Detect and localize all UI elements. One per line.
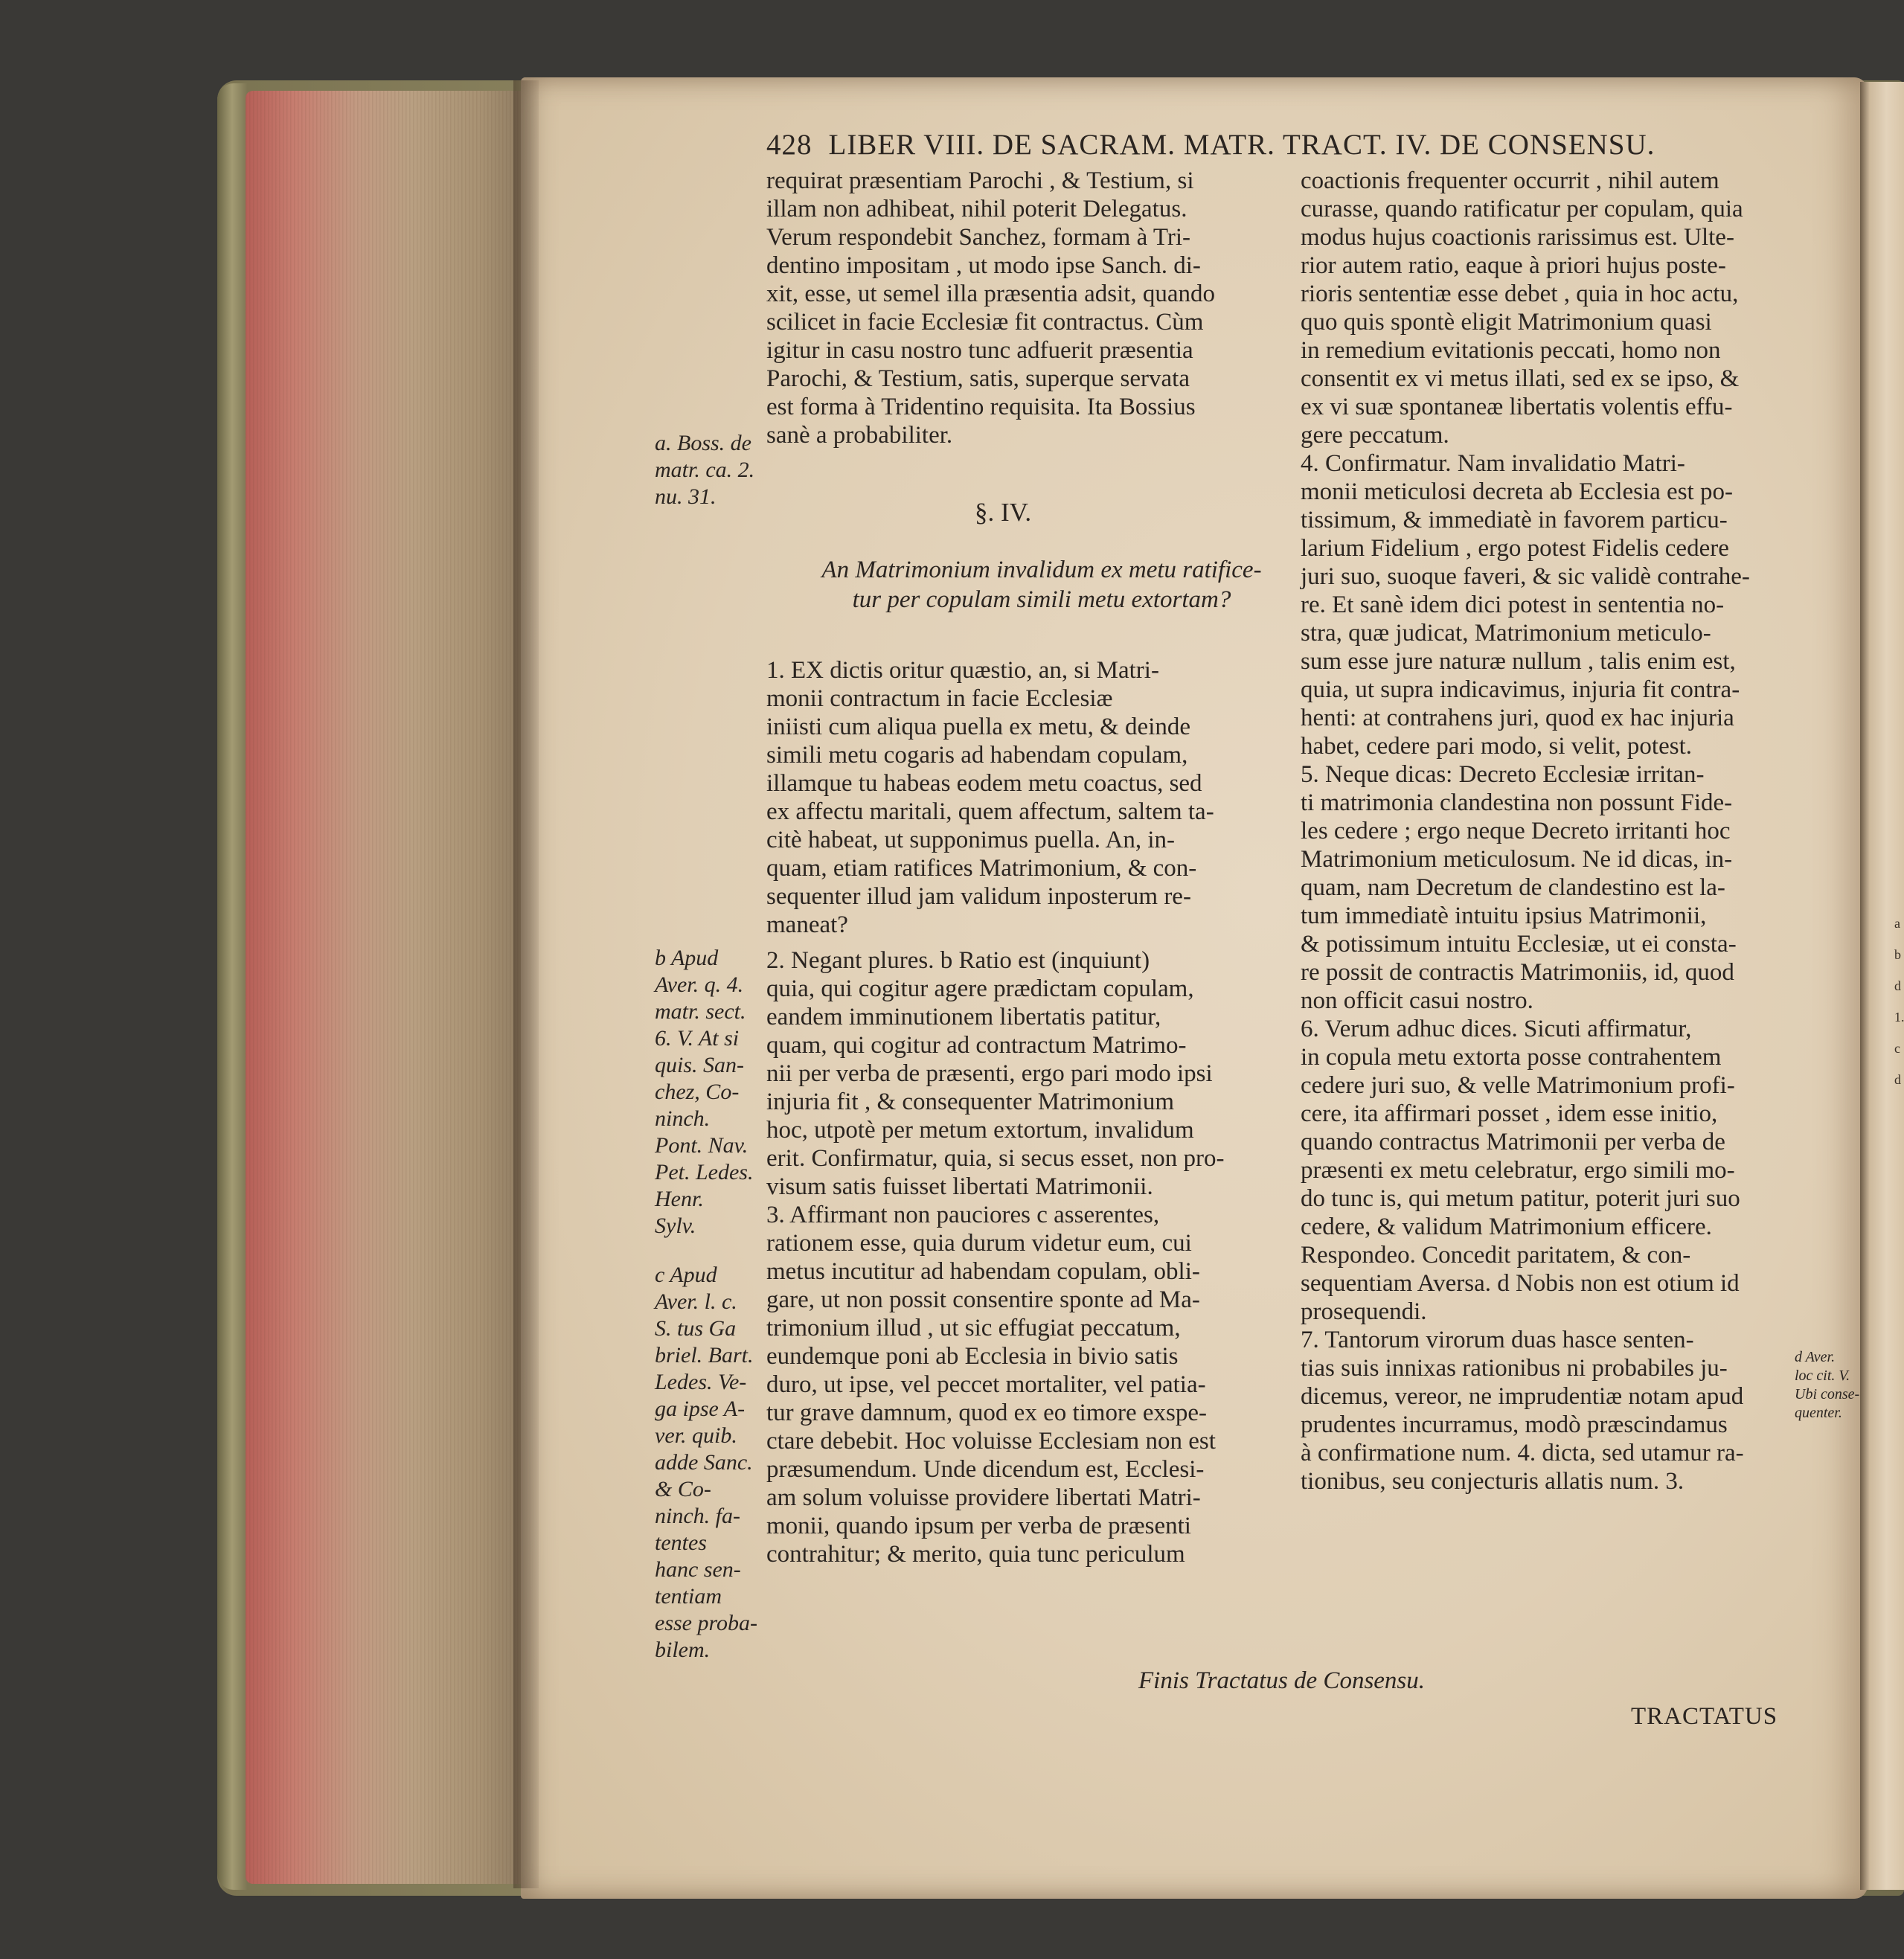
text-line: Pont. Nav. (655, 1133, 749, 1158)
text-line: 1. (1894, 1010, 1904, 1025)
text-line: simili metu cogaris ad habendam copulam, (766, 742, 1188, 769)
text-line: Ledes. Ve- (655, 1370, 747, 1394)
text-line: ti matrimonia clandestina non possunt Fide- (1301, 789, 1733, 816)
text-line: metus incutitur ad habendam copulam, obli- (766, 1258, 1200, 1285)
text-line: ex vi suæ spontaneæ libertatis volentis effu- (1301, 394, 1733, 420)
text-line: matr. sect. (655, 999, 746, 1024)
text-line: esse proba- (655, 1611, 758, 1635)
text-line: hanc sen- (655, 1557, 741, 1582)
text-line: juri suo, suoque faveri, & sic validè contrahe- (1301, 563, 1750, 590)
text-line: chez, Co- (655, 1080, 740, 1104)
text-line: c Apud (655, 1263, 717, 1287)
text-line: do tunc is, qui metum patitur, poterit juri suo (1301, 1185, 1740, 1212)
text-line: præsenti ex metu celebratur, ergo simili mo- (1301, 1157, 1735, 1184)
text-line: sum esse jure naturæ nullum , talis enim est, (1301, 648, 1736, 675)
text-line: gere peccatum. (1301, 422, 1449, 449)
text-line: Aver. q. 4. (655, 972, 744, 997)
text-line: quam, nam Decretum de clandestino est la- (1301, 874, 1725, 901)
text-line: in copula metu extorta posse contrahentem (1301, 1044, 1722, 1071)
text-line: quo quis spontè eligit Matrimonium quasi (1301, 309, 1712, 336)
text-line: quia, ut supra indicavimus, injuria fit contra- (1301, 676, 1740, 703)
text-line: consentit ex vi metus illati, sed ex se ipso, & (1301, 365, 1740, 392)
section-heading: §. IV. (975, 498, 1032, 527)
next-page-edge-letters (1894, 908, 1904, 1095)
text-line: scilicet in facie Ecclesiæ fit contractus. Cùm (766, 309, 1204, 336)
text-line: tum immediatè intuitu ipsius Matrimonii, (1301, 902, 1707, 929)
text-line: à confirmatione num. 4. dicta, sed utamur ra- (1301, 1440, 1744, 1466)
text-line: citè habeat, ut supponimus puella. An, in- (766, 827, 1175, 853)
page-block-edges (246, 91, 522, 1884)
text-line: illam non adhibeat, nihil poterit Delegatus. (766, 196, 1187, 222)
text-line: b Apud (655, 946, 719, 970)
text-line: est forma à Tridentino requisita. Ita Bossius (766, 394, 1196, 420)
text-line: visum satis fuisset libertati Matrimonii. (766, 1173, 1153, 1200)
text-line: tionibus, seu conjecturis allatis num. 3. (1301, 1468, 1685, 1495)
text-line: in remedium evitationis peccati, homo non (1301, 337, 1721, 364)
text-line: Henr. (655, 1187, 704, 1211)
text-line: monii, quando ipsum per verba de præsenti (766, 1513, 1191, 1539)
text-line: quia, qui cogitur agere prædictam copulam, (766, 975, 1194, 1002)
finis-line: Finis Tractatus de Consensu. (1138, 1667, 1426, 1694)
text-line: prosequendi. (1301, 1298, 1427, 1325)
text-line: c (1894, 1041, 1900, 1056)
text-line: quenter. (1795, 1405, 1842, 1421)
text-line: dicemus, vereor, ne imprudentiæ notam apud (1301, 1383, 1744, 1410)
text-line: ver. quib. (655, 1423, 737, 1448)
text-line: 5. Neque dicas: Decreto Ecclesiæ irritan- (1301, 761, 1705, 788)
text-line: larium Fidelium , ergo potest Fidelis cedere (1301, 535, 1729, 562)
text-line: curasse, quando ratificatur per copulam, quia (1301, 196, 1743, 222)
page-gutter-shadow (513, 80, 539, 1888)
text-line: Sylv. (655, 1213, 696, 1238)
text-line: adde Sanc. (655, 1450, 753, 1475)
text-line: S. tus Ga (655, 1316, 737, 1341)
text-line: rior autem ratio, eaque à priori hujus poste- (1301, 252, 1726, 279)
text-line: re possit de contractis Matrimoniis, id, quod (1301, 959, 1734, 986)
text-line: eandem imminutionem libertatis patitur, (766, 1004, 1161, 1030)
text-line: sequentiam Aversa. d Nobis non est otium id (1301, 1270, 1740, 1297)
text-line: & potissimum intuitu Ecclesiæ, ut ei consta- (1301, 931, 1737, 958)
text-line: tur per copulam simili metu extortam? (852, 586, 1231, 613)
text-line: habet, cedere pari modo, si velit, potest. (1301, 733, 1693, 760)
text-line: trimonium illud , ut sic effugiat peccatum, (766, 1315, 1181, 1341)
text-line: ctare debebit. Hoc voluisse Ecclesiam non est (766, 1428, 1216, 1455)
catchword: TRACTATUS (1631, 1703, 1778, 1730)
text-line: contrahitur; & merito, quia tunc periculum (766, 1541, 1185, 1568)
text-line: quis. San- (655, 1053, 744, 1077)
text-line: sequenter illud jam validum inposterum re- (766, 883, 1191, 910)
text-line: non officit casui nostro. (1301, 987, 1533, 1014)
text-line: Matrimonium meticulosum. Ne id dicas, in- (1301, 846, 1733, 873)
text-line: cere, ita affirmari posset , idem esse initio, (1301, 1100, 1718, 1127)
text-line: modus hujus coactionis rarissimus est. Ulte- (1301, 224, 1734, 251)
text-line: An Matrimonium invalidum ex metu ratifice- (821, 557, 1262, 583)
text-line: sanè a probabiliter. (766, 422, 953, 449)
text-line: injuria fit , & consequenter Matrimonium (766, 1088, 1175, 1115)
text-line: eundemque poni ab Ecclesia in bivio satis (766, 1343, 1179, 1370)
text-line: hoc, utpotè per metum extortum, invalidum (766, 1117, 1194, 1144)
text-line: 3. Affirmant non pauciores c asserentes, (766, 1202, 1160, 1228)
text-line: re. Et sanè idem dici potest in sententia no- (1301, 591, 1725, 618)
text-line: requirat præsentiam Parochi , & Testium, si (766, 167, 1194, 194)
text-line: illamque tu habeas eodem metu coactus, sed (766, 770, 1202, 797)
text-line: igitur in casu nostro tunc adfuerit præsentia (766, 337, 1193, 364)
running-head (766, 131, 1655, 159)
text-line: tur grave damnum, quod ex eo timore exspe- (766, 1399, 1207, 1426)
text-line: præsumendum. Unde dicendum est, Ecclesi- (766, 1456, 1205, 1483)
page-number: 428 (766, 129, 812, 161)
text-line: iniisti cum aliqua puella ex metu, & deinde (766, 714, 1191, 740)
text-line: b (1894, 947, 1901, 962)
text-line: tentiam (655, 1584, 722, 1609)
text-line: Aver. l. c. (655, 1289, 737, 1314)
text-line: am solum voluisse providere libertati Matri- (766, 1484, 1201, 1511)
left-column-bottom (766, 946, 1224, 1568)
text-line: loc cit. V. (1795, 1368, 1850, 1384)
text-line: erit. Confirmatur, quia, si secus esset, non pro- (766, 1145, 1225, 1172)
left-column-middle (766, 656, 1214, 939)
text-line: cedere juri suo, & velle Matrimonium profi- (1301, 1072, 1735, 1099)
margin-note-c (655, 1262, 757, 1664)
text-line: stra, quæ judicat, Matrimonium meticulo- (1301, 620, 1711, 647)
running-head-title: LIBER VIII. DE SACRAM. MATR. TRACT. IV. DE CONSENSU. (828, 129, 1655, 161)
text-line: nii per verba de præsenti, ergo pari modo ipsi (766, 1060, 1213, 1087)
book-spine (217, 83, 247, 1890)
text-line: ninch. (655, 1106, 711, 1131)
text-line: monii contractum in facie Ecclesiæ (766, 685, 1113, 712)
text-line: cedere, & validum Matrimonium efficere. (1301, 1213, 1712, 1240)
text-line: & Co- (655, 1477, 711, 1501)
text-line: nu. 31. (655, 484, 717, 509)
text-line: 6. Verum adhuc dices. Sicuti affirmatur, (1301, 1016, 1692, 1042)
text-line: ninch. fa- (655, 1504, 740, 1528)
text-line: 7. Tantorum virorum duas hasce senten- (1301, 1327, 1694, 1353)
text-line: les cedere ; ergo neque Decreto irritanti hoc (1301, 818, 1731, 844)
text-line: Parochi, & Testium, satis, superque servata (766, 365, 1190, 392)
text-line: Respondeo. Concedit paritatem, & con- (1301, 1242, 1691, 1269)
text-line: d Aver. (1795, 1349, 1836, 1365)
text-line: quam, qui cogitur ad contractum Matrimo- (766, 1032, 1187, 1059)
text-line: xit, esse, ut semel illa præsentia adsit, quando (766, 280, 1216, 307)
text-line: duro, ut ipse, vel peccet mortaliter, vel patia- (766, 1371, 1206, 1398)
text-line: maneat? (766, 911, 848, 938)
text-line: quando contractus Matrimonii per verba de (1301, 1129, 1725, 1155)
text-line: tias suis innixas rationibus ni probabiles ju- (1301, 1355, 1728, 1382)
left-column-top (766, 167, 1215, 449)
text-line: henti: at contrahens juri, quod ex hac injuria (1301, 705, 1734, 731)
text-line: Pet. Ledes. (655, 1160, 754, 1184)
text-line: Ubi conse- (1795, 1386, 1860, 1402)
text-line: 6. V. At si (655, 1026, 740, 1051)
text-line: a. Boss. de (655, 431, 751, 455)
text-line: rioris sententiæ esse debet , quia in hoc actu, (1301, 280, 1739, 307)
text-line: Verum respondebit Sanchez, formam à Tri- (766, 224, 1191, 251)
text-line: tentes (655, 1530, 707, 1555)
section-question (774, 555, 1310, 615)
margin-note-a (655, 430, 754, 510)
margin-note-d (1795, 1348, 1859, 1423)
text-line: matr. ca. 2. (655, 458, 755, 482)
text-line: bilem. (655, 1638, 711, 1662)
text-line: a (1894, 916, 1900, 931)
text-line: d (1894, 1072, 1901, 1087)
text-line: 2. Negant plures. b Ratio est (inquiunt) (766, 947, 1150, 974)
text-line: coactionis frequenter occurrit , nihil autem (1301, 167, 1719, 194)
text-line: ex affectu maritali, quem affectum, saltem ta- (766, 798, 1214, 825)
text-line: 4. Confirmatur. Nam invalidatio Matri- (1301, 450, 1685, 477)
text-line: 1. EX dictis oritur quæstio, an, si Matri- (766, 657, 1159, 684)
text-line: ga ipse A- (655, 1397, 746, 1421)
text-line: quam, etiam ratifices Matrimonium, & con- (766, 855, 1197, 882)
text-line: tissimum, & immediatè in favorem particu- (1301, 507, 1728, 533)
text-line: rationem esse, quia durum videtur eum, cui (766, 1230, 1192, 1257)
text-line: d (1894, 978, 1901, 993)
text-line: briel. Bart. (655, 1343, 754, 1368)
text-line: monii meticulosi decreta ab Ecclesia est po- (1301, 478, 1733, 505)
text-line: dentino impositam , ut modo ipse Sanch. di- (766, 252, 1201, 279)
text-line: gare, ut non possit consentire sponte ad Ma- (766, 1286, 1200, 1313)
margin-note-b (655, 945, 753, 1240)
right-column (1301, 167, 1750, 1495)
text-line: prudentes incurramus, modò præscindamus (1301, 1411, 1728, 1438)
